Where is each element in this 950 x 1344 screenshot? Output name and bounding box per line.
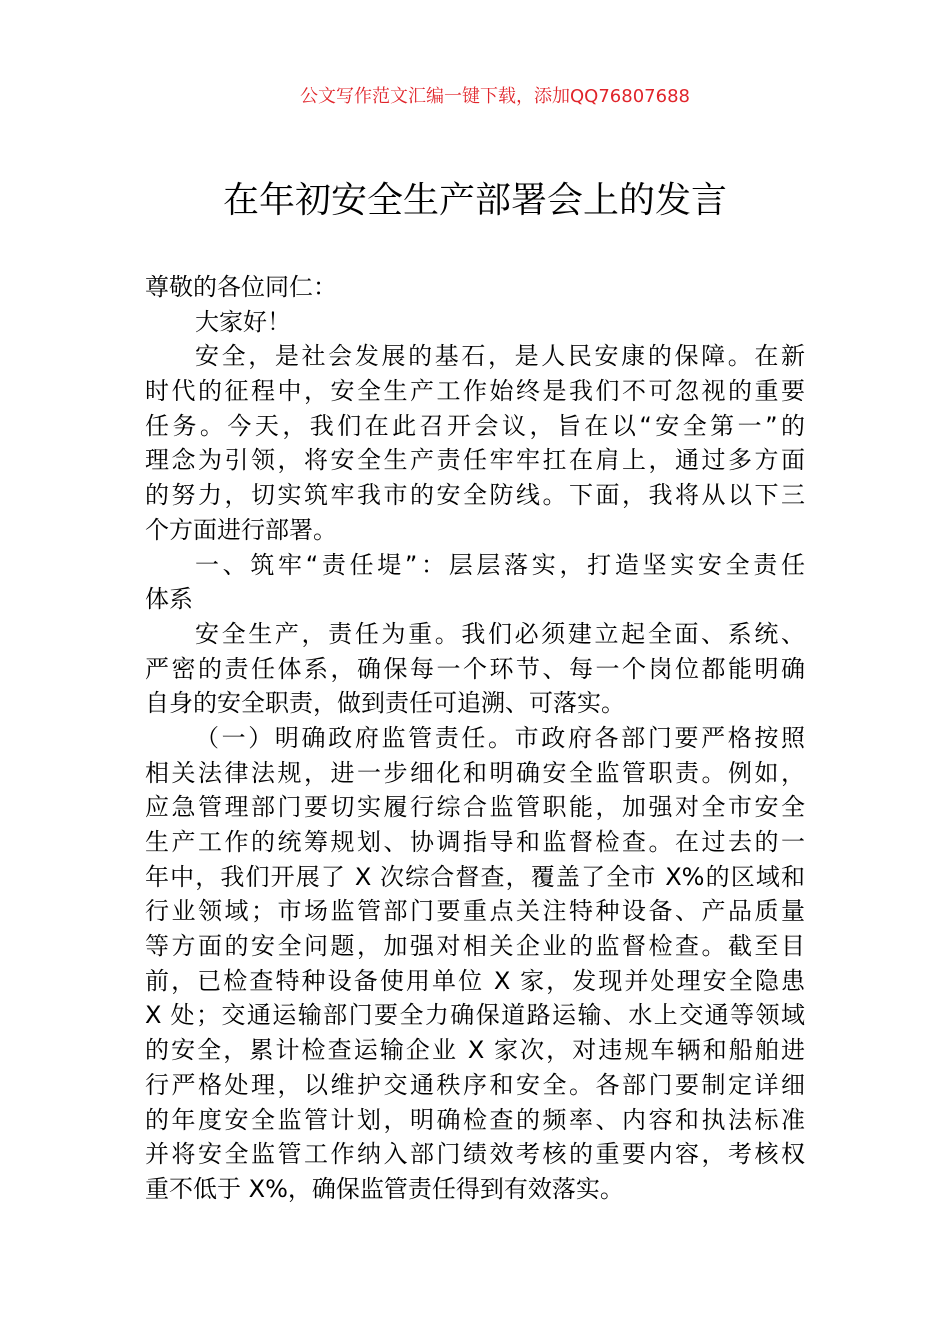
text-line: 的年度安全监管计划，明确检查的频率、内容和执法标准 (145, 1105, 805, 1134)
text-line: 行严格处理，以维护交通秩序和安全。各部门要制定详细 (145, 1070, 805, 1099)
text-line: 严密的责任体系，确保每一个环节、每一个岗位都能明确 (145, 654, 805, 683)
paragraph (145, 305, 805, 340)
text-line: 生产工作的统筹规划、协调指导和监督检查。在过去的一 (145, 828, 805, 856)
text-line: 等方面的安全问题，加强对相关企业的监督检查。截至目 (145, 932, 805, 961)
text-line: 体系 (145, 585, 193, 614)
text-line: 自身的安全职责，做到责任可追溯、可落实。 (145, 689, 625, 718)
text-line: 重不低于 X%，确保监管责任得到有效落实。 (145, 1174, 624, 1203)
text-line: 时代的征程中，安全生产工作始终是我们不可忽视的重要 (145, 377, 805, 406)
text-line: 的努力，切实筑牢我市的安全防线。下面，我将从以下三 (145, 481, 805, 510)
text-line: 并将安全监管工作纳入部门绩效考核的重要内容，考核权 (145, 1140, 805, 1169)
text-line: 理念为引领，将安全生产责任牢牢扛在肩上，通过多方面 (145, 446, 805, 475)
paragraph (145, 270, 805, 305)
document-title: 在年初安全生产部署会上的发言 (222, 180, 727, 221)
text-line: 安全，是社会发展的基石，是人民安康的保障。在新 (195, 342, 805, 371)
text-line: 一、筑牢“责任堤”：层层落实，打造坚实安全责任 (195, 550, 805, 579)
text-line: 的安全，累计检查运输企业 X 家次，对违规车辆和船舶进 (145, 1036, 805, 1065)
text-line: 前，已检查特种设备使用单位 X 家，发现并处理安全隐患 (145, 966, 805, 995)
document-body (145, 270, 805, 1207)
text-line: 大家好！ (195, 307, 291, 336)
text-line: （一）明确政府监管责任。市政府各部门要严格按照 (195, 723, 805, 752)
paragraph (145, 339, 805, 547)
watermark-banner: 公文写作范文汇编一键下载，添加QQ76807688 (300, 86, 690, 107)
text-line: 安全生产，责任为重。我们必须建立起全面、系统、 (195, 619, 805, 648)
text-line: X 处；交通运输部门要全力确保道路运输、水上交通等领域 (145, 1001, 805, 1030)
text-line: 任务。今天，我们在此召开会议，旨在以“安全第一”的 (145, 411, 805, 440)
paragraph (145, 721, 805, 1207)
text-line: 年中，我们开展了 X 次综合督查，覆盖了全市 X%的区域和 (145, 862, 805, 891)
text-line: 尊敬的各位同仁： (145, 273, 337, 301)
paragraph (145, 548, 805, 617)
paragraph (145, 617, 805, 721)
text-line: 行业领域；市场监管部门要重点关注特种设备、产品质量 (145, 897, 805, 926)
text-line: 应急管理部门要切实履行综合监管职能，加强对全市安全 (145, 793, 805, 822)
text-line: 相关法律法规，进一步细化和明确安全监管职责。例如， (145, 758, 805, 787)
text-line: 个方面进行部署。 (145, 515, 337, 544)
